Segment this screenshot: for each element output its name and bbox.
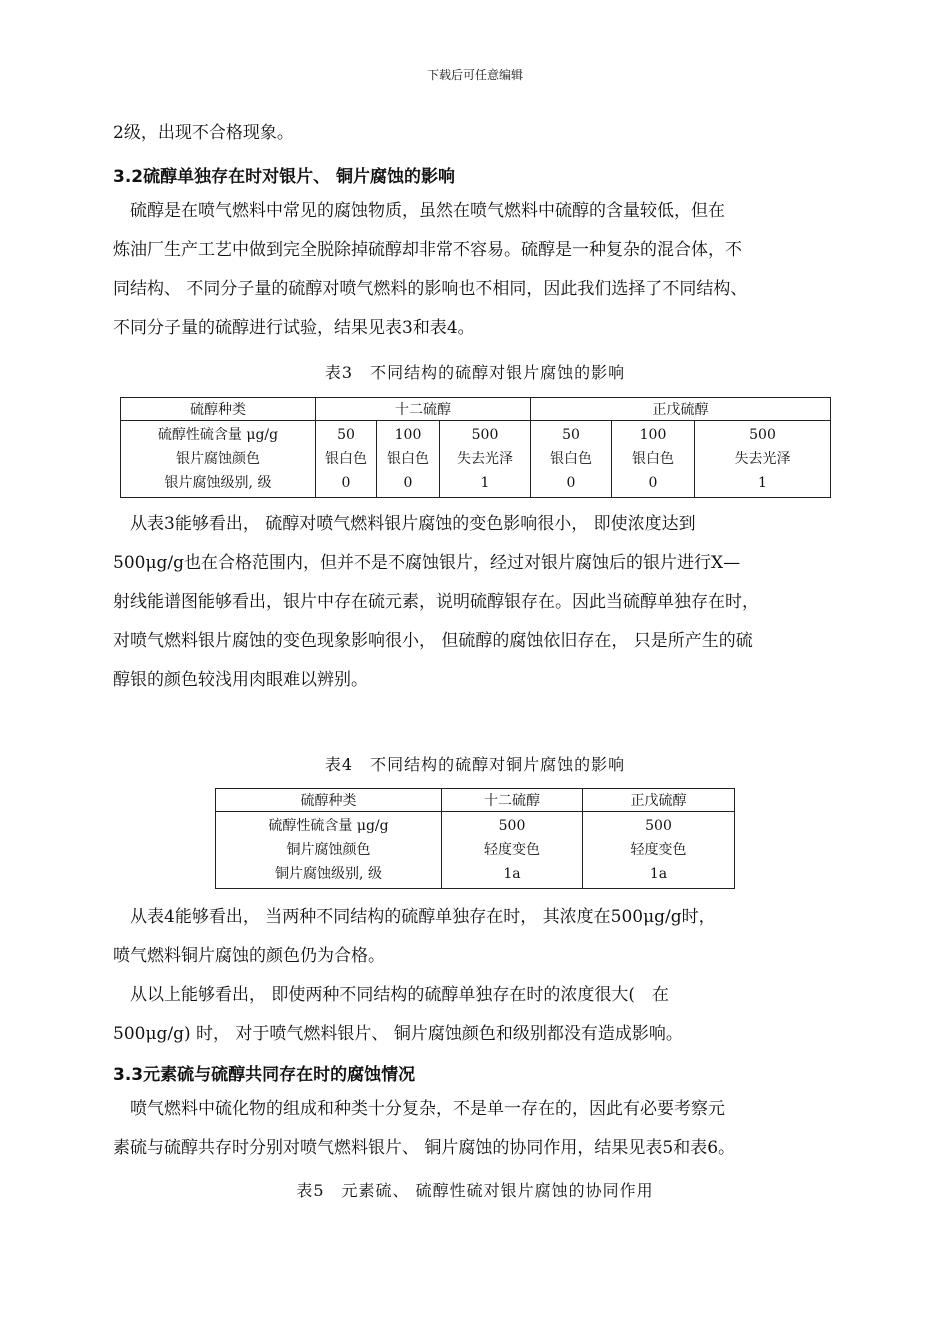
text-line: 500μg/g也在合格范围内，但并不是不腐蚀银片，经过对银片腐蚀后的银片进行X— — [113, 553, 741, 573]
row-label: 硫醇性硫含量 μg/g — [268, 818, 389, 834]
table-cell: 500 — [498, 818, 526, 834]
text-line: 从表3能够看出， 硫醇对喷气燃料银片腐蚀的变色影响很小， 即使浓度达到 — [113, 514, 696, 534]
table3-column — [695, 421, 831, 498]
table-cell: 0 — [341, 475, 351, 491]
table-cell: 银白色 — [550, 451, 592, 467]
table4 — [215, 788, 735, 889]
table-cell: 1a — [649, 866, 668, 882]
table4-column — [583, 812, 735, 889]
table-cell: 1 — [758, 475, 767, 491]
paragraph-table3-discussion — [113, 509, 839, 695]
table-cell: 500 — [749, 427, 776, 443]
row-label: 铜片腐蚀颜色 — [286, 842, 371, 858]
table4-header-cell: 硫醇种类 — [216, 789, 442, 812]
text-line: 从表4能够看出， 当两种不同结构的硫醇单独存在时， 其浓度在500μg/g时， — [113, 907, 716, 927]
text-line: 500μg/g) 时， 对于喷气燃料银片、 铜片腐蚀颜色和级别都没有造成影响。 — [113, 1024, 683, 1044]
table3-row-labels — [121, 421, 316, 498]
table-cell: 0 — [403, 475, 413, 491]
table-cell: 失去光泽 — [457, 451, 513, 467]
table-cell: 失去光泽 — [734, 451, 791, 467]
text-line: 喷气燃料铜片腐蚀的颜色仍为合格。 — [113, 946, 385, 966]
text-line: 对喷气燃料银片腐蚀的变色现象影响很小， 但硫醇的腐蚀依旧存在， 只是所产生的硫 — [113, 631, 753, 651]
text-line: 炼油厂生产工艺中做到完全脱除掉硫醇却非常不容易。硫醇是一种复杂的混合体，不 — [113, 240, 742, 260]
table3-header-cell: 正戊硫醇 — [531, 398, 831, 421]
table4-caption: 表4 不同结构的硫醇对铜片腐蚀的影响 — [324, 755, 626, 774]
table3-column — [531, 421, 612, 498]
table4-header-cell: 正戊硫醇 — [583, 789, 735, 812]
table3-column — [440, 421, 531, 498]
table-cell: 50 — [337, 427, 355, 443]
table-cell: 0 — [648, 475, 658, 491]
text-line: 素硫与硫醇共存时分别对喷气燃料银片、 铜片腐蚀的协同作用，结果见表5和表6。 — [113, 1138, 736, 1158]
section-heading-3-2: 3.2硫醇单独存在时对银片、 铜片腐蚀的影响 — [113, 167, 456, 187]
table-cell: 银白色 — [387, 451, 429, 467]
paragraph-summary — [113, 980, 839, 1049]
page-header: 下载后可任意编辑 — [426, 68, 523, 82]
row-label: 铜片腐蚀级别, 级 — [275, 866, 382, 882]
table4-header-cell: 十二硫醇 — [442, 789, 583, 812]
table3-column — [612, 421, 695, 498]
paragraph-table4-discussion — [113, 902, 839, 971]
paragraph-synergy-intro — [113, 1094, 839, 1163]
row-label: 银片腐蚀颜色 — [176, 451, 260, 467]
paragraph-mercaptan-intro — [113, 196, 839, 343]
table-cell: 轻度变色 — [484, 842, 540, 858]
text-line: 喷气燃料中硫化物的组成和种类十分复杂，不是单一存在的，因此有必要考察元 — [113, 1099, 725, 1119]
table-cell: 100 — [394, 427, 422, 443]
table-cell: 0 — [566, 475, 576, 491]
text-line: 射线能谱图能够看出，银片中存在硫元素，说明硫醇银存在。因此当硫醇单独存在时， — [113, 592, 759, 612]
text-line: 同结构、 不同分子量的硫醇对喷气燃料的影响也不相同，因此我们选择了不同结构、 — [113, 279, 748, 299]
row-label: 银片腐蚀级别, 级 — [164, 475, 272, 491]
table-cell: 银白色 — [632, 451, 674, 467]
text-line: 醇银的颜色较浅用肉眼难以辨别。 — [113, 670, 368, 690]
table-cell: 1 — [480, 475, 490, 491]
text-line: 硫醇是在喷气燃料中常见的腐蚀物质，虽然在喷气燃料中硫醇的含量较低，但在 — [113, 201, 725, 221]
table-cell: 100 — [639, 427, 667, 443]
table3-header-cell: 硫醇种类 — [121, 398, 316, 421]
table3-column — [377, 421, 440, 498]
text-line: 从以上能够看出， 即使两种不同结构的硫醇单独存在时的浓度很大( 在 — [113, 985, 670, 1005]
section-heading-3-3: 3.3元素硫与硫醇共同存在时的腐蚀情况 — [113, 1065, 416, 1085]
table-cell: 1a — [503, 866, 521, 882]
paragraph-continuation: 2级，出现不合格现象。 — [113, 123, 294, 143]
table-cell: 50 — [562, 427, 580, 443]
table-cell: 银白色 — [325, 451, 367, 467]
table3-column — [316, 421, 377, 498]
table3-caption: 表3 不同结构的硫醇对银片腐蚀的影响 — [324, 363, 626, 382]
table-cell: 500 — [471, 427, 499, 443]
table4-column — [442, 812, 583, 889]
table3 — [120, 397, 831, 498]
table5-caption: 表5 元素硫、 硫醇性硫对银片腐蚀的协同作用 — [296, 1181, 654, 1200]
row-label: 硫醇性硫含量 μg/g — [157, 427, 279, 443]
table4-row-labels — [216, 812, 442, 889]
table-cell: 轻度变色 — [630, 842, 687, 858]
table3-header-cell: 十二硫醇 — [316, 398, 531, 421]
text-line: 不同分子量的硫醇进行试验，结果见表3和表4。 — [113, 318, 475, 338]
table-cell: 500 — [645, 818, 672, 834]
